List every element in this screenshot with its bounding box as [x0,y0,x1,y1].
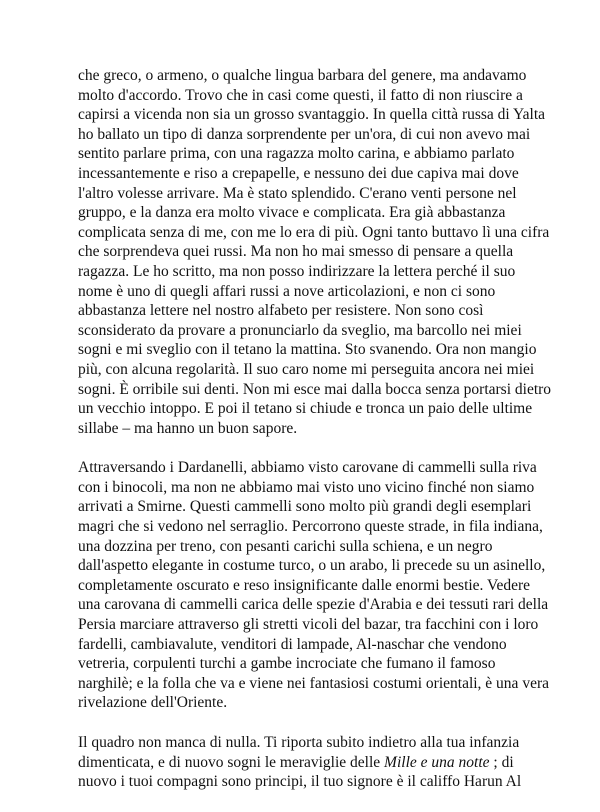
text-line: abbastanza lettere nel nostro alfabeto per resistere. Non sono così [78,302,484,320]
text-line: Attraversando i Dardanelli, abbiamo visto carovane di cammelli sulla riva [78,459,537,477]
text-line: nuovo i tuoi compagni sono principi, il tuo signore è il califfo Harun Al [78,773,522,791]
text-line: una dozzina per treno, con pesanti carichi sulla schiena, e un negro [78,537,493,555]
text-line: con i binocoli, ma non ne abbiamo mai visto uno vicino finché non siamo [78,478,535,496]
text-line: narghilè; e la folla che va e viene nei fantasiosi costumi orientali, è una vera [78,674,549,692]
text-line: una carovana di cammelli carica delle spezie d'Arabia e dei tessuti rari della [78,596,549,614]
text-line: un vecchio intoppo. E poi il tetano si chiude e tronca un paio delle ultime [78,400,533,418]
text-line: sogni e mi sveglio con il tetano la mattina. Sto svanendo. Ora non mangio [78,341,537,359]
text-line: capirsi a vicenda non sia un grosso svantaggio. In quella città russa di Yalta [78,106,546,124]
text-line: che sorprendeva quei russi. Ma non ho mai smesso di pensare a quella [78,243,514,261]
paragraph-1 [78,66,552,438]
text-line: che greco, o armeno, o qualche lingua barbara del genere, ma andavamo [78,67,527,84]
book-title: Mille e una notte [384,753,490,771]
text-line: sconsiderato da provare a pronunciarlo da sveglio, ma barcollo nei miei [78,321,522,339]
text-line: complicata senza di me, con me lo era di più. Ogni tanto buttavo lì una cifra [78,223,550,241]
text-segment: dimenticata, e di nuovo sogni le meraviglie delle [78,753,385,771]
text-line: dall'aspetto elegante in costume turco, o un arabo, li precede su un asinello, [78,557,546,575]
text-line: l'altro volesse arrivare. Ma è stato splendido. C'erano venti persone nel [78,184,517,202]
text-line: arrivati a Smirne. Questi cammelli sono molto più grandi degli esemplari [78,498,532,516]
text-line: completamente oscurato e reso insignificante dalle enormi bestie. Vedere [78,576,531,594]
text-line-with-title [78,753,538,773]
body-text [78,66,552,812]
text-line: ragazza. Le ho scritto, ma non posso indirizzare la lettera perché il suo [78,262,516,280]
text-line: sogni. È orribile sui denti. Non mi esce mai dalla bocca senza portarsi dietro [78,380,552,398]
text-line: rivelazione dell'Oriente. [78,694,228,712]
text-line: Persia marciare attraverso gli stretti vicoli del bazar, tra facchini con i loro [78,616,539,634]
text-line: sillabe – ma hanno un buon sapore. [78,419,298,437]
text-line: più, con alcuna regolarità. Il suo caro nome mi perseguita ancora nei miei [78,360,535,378]
text-line: fardelli, cambiavalute, venditori di lampade, Al-naschar che vendono [78,635,507,653]
text-line: Il quadro non manca di nulla. Ti riporta subito indietro alla tua infanzia [78,734,520,751]
text-line: nome è uno di quegli affari russi a nove articolazioni, e non ci sono [78,282,496,300]
text-line: ho ballato un tipo di danza sorprendente per un'ora, di cui non avevo mai [78,125,531,143]
text-line: gruppo, e la danza era molto vivace e complicata. Era già abbastanza [78,204,506,222]
text-line: incessantemente e riso a crepapelle, e nessuno dei due capiva mai dove [78,164,519,182]
text-line: molto d'accordo. Trovo che in casi come questi, il fatto di non riuscire a [78,86,523,104]
paragraph-2 [78,458,549,713]
text-line: magri che si vedono nel serraglio. Percorrono queste strade, in fila indiana, [78,518,543,536]
text-line: sentito parlare prima, con una ragazza molto carina, e abbiamo parlato [78,145,515,163]
paragraph-3 [78,733,538,792]
text-line: vetreria, corpulenti turchi a gambe incrociate che fumano il famoso [78,655,496,673]
text-segment: ; di [489,753,514,771]
